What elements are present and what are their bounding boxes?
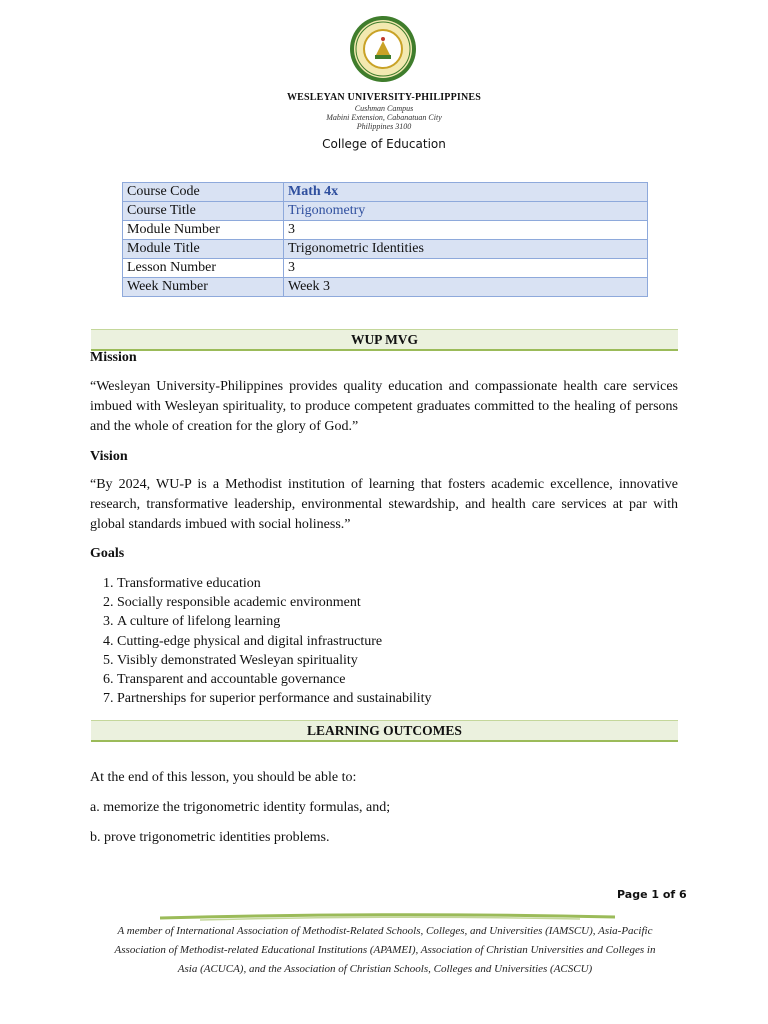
table-row	[123, 278, 648, 297]
goals-heading: Goals	[90, 546, 125, 561]
campus-country: Philippines 3100	[356, 122, 412, 131]
table-row	[123, 202, 648, 221]
goals-list	[90, 574, 432, 708]
campus-name: Cushman Campus	[354, 104, 414, 113]
week-number-label: Week Number	[123, 278, 284, 297]
campus-address: Mabini Extension, Cabanatuan City	[326, 113, 442, 122]
list-item: 1. Transformative education	[117, 574, 432, 593]
lesson-number-value: 3	[284, 259, 648, 278]
course-title-value: Trigonometry	[284, 202, 648, 221]
lesson-number-label: Lesson Number	[123, 259, 284, 278]
table-row	[123, 221, 648, 240]
course-code-value: Math 4x	[284, 183, 648, 202]
outcome-item-b: b. prove trigonometric identities problems.	[90, 830, 330, 845]
footer-divider	[160, 912, 615, 922]
course-title-label: Course Title	[123, 202, 284, 221]
footer-membership-text: A member of International Association of Methodist-Related Schools, Colleges, and Universities (IAMSCU), Asia-Pacific Association of Methodist-related Educational Institutions (APAMEI), Association of Christian Universities and Colleges in Asia (ACUCA), and the Association of Christian Schools, Colleges and Universities (ACSCU)	[114, 925, 656, 975]
vision-heading: Vision	[90, 449, 128, 464]
table-row	[123, 259, 648, 278]
table-row	[123, 183, 648, 202]
course-info-table	[122, 182, 648, 297]
mvg-section-band: WUP MVG	[91, 329, 678, 351]
module-title-value: Trigonometric Identities	[284, 240, 648, 259]
vision-text: “By 2024, WU-P is a Methodist institution of learning that fosters academic excellence, innovative research, transformative leadership, environmental stewardship, and health care services at par with global standards imbued with social holiness.”	[90, 477, 678, 532]
table-row	[123, 240, 648, 259]
module-number-value: 3	[284, 221, 648, 240]
list-item: 4. Cutting-edge physical and digital infrastructure	[117, 632, 432, 651]
module-number-label: Module Number	[123, 221, 284, 240]
page-number: Page 1 of 6	[617, 888, 687, 901]
university-seal-icon	[349, 15, 417, 83]
list-item: 2. Socially responsible academic environment	[117, 593, 432, 612]
list-item: 7. Partnerships for superior performance and sustainability	[117, 689, 432, 708]
module-title-label: Module Title	[123, 240, 284, 259]
mission-text: “Wesleyan University-Philippines provides quality education and compassionate health care services imbued with Wesleyan spirituality, to produce competent graduates committed to the healing of persons and the whole of creation for the glory of God.”	[90, 379, 678, 434]
outcomes-intro: At the end of this lesson, you should be able to:	[90, 770, 357, 785]
list-item: 3. A culture of lifelong learning	[117, 612, 432, 631]
mission-heading: Mission	[90, 350, 137, 365]
week-number-value: Week 3	[284, 278, 648, 297]
college-name: College of Education	[322, 137, 446, 151]
learning-outcomes-band: LEARNING OUTCOMES	[91, 720, 678, 742]
list-item: 6. Transparent and accountable governance	[117, 670, 432, 689]
university-name: WESLEYAN UNIVERSITY-PHILIPPINES	[286, 92, 482, 103]
course-code-label: Course Code	[123, 183, 284, 202]
list-item: 5. Visibly demonstrated Wesleyan spirituality	[117, 651, 432, 670]
outcome-item-a: a. memorize the trigonometric identity formulas, and;	[90, 800, 391, 815]
